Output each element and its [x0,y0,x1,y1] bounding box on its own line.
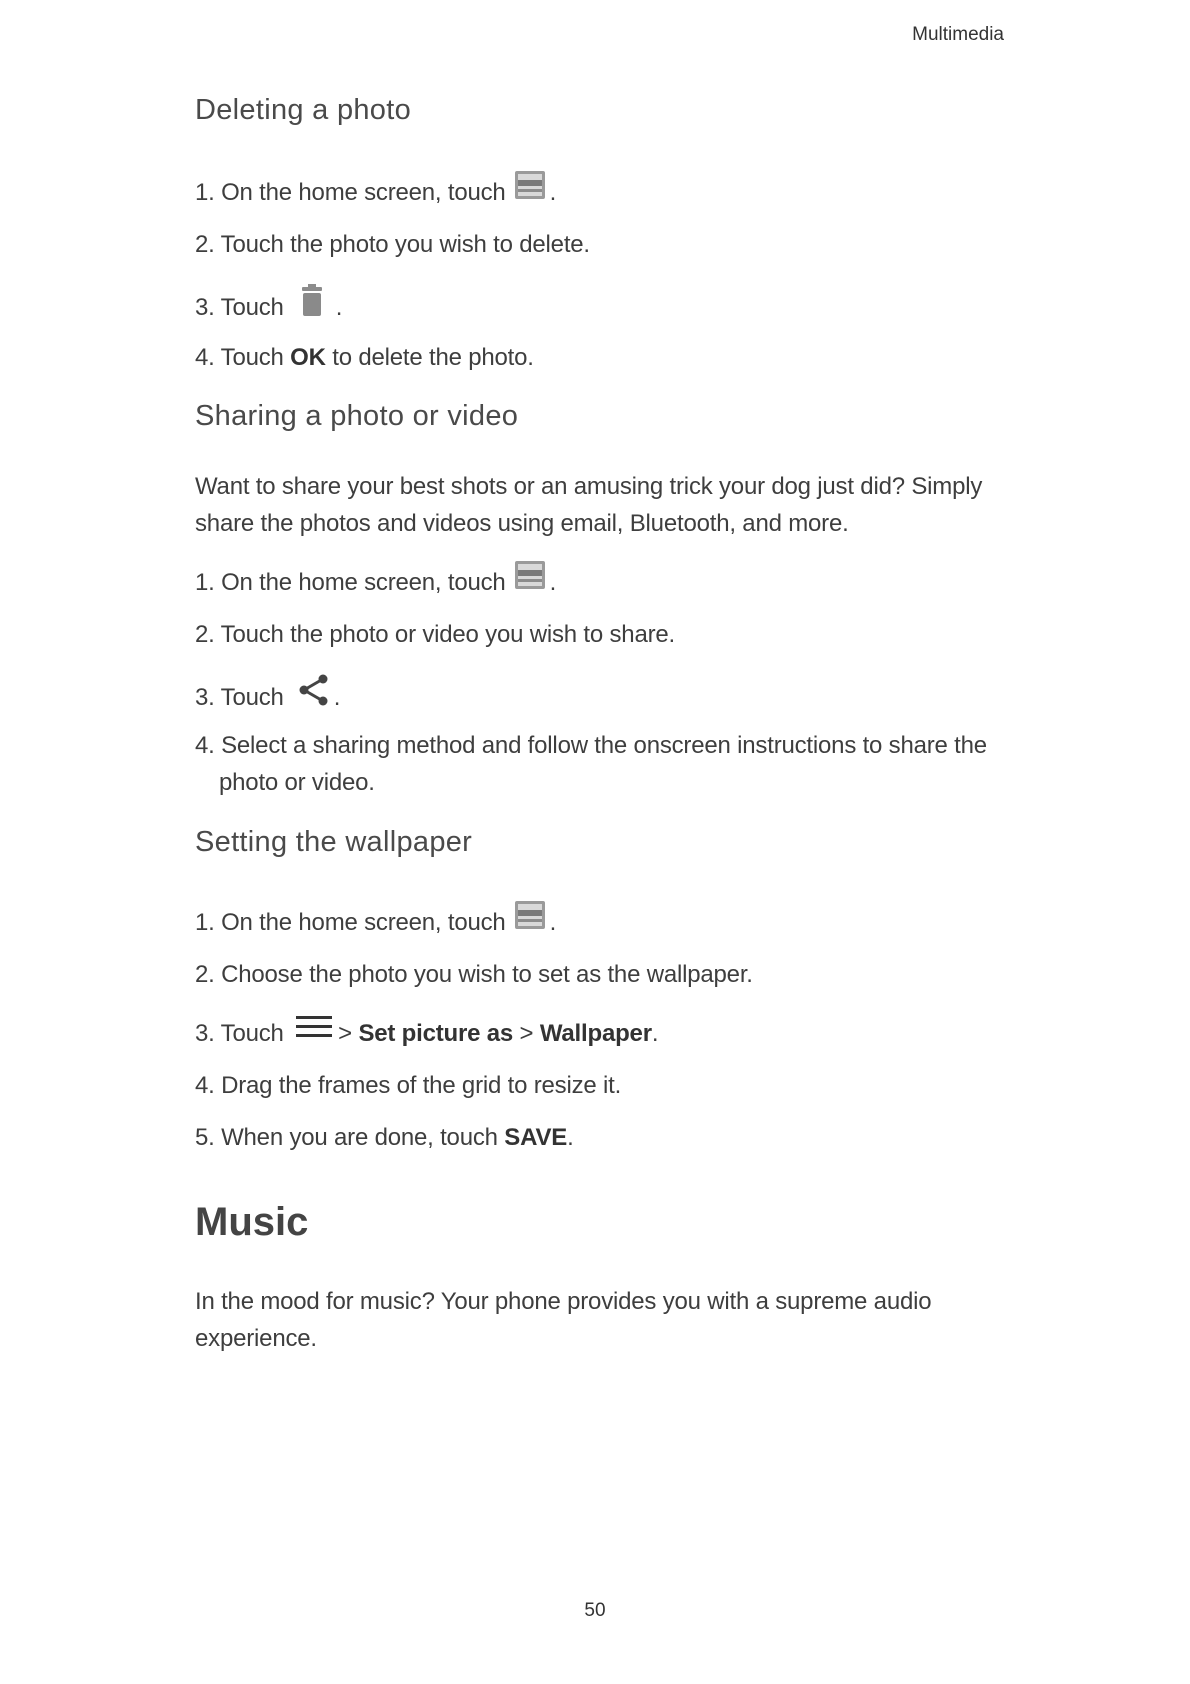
step-text: 1. On the home screen, touch [195,908,506,936]
period: . [651,1020,659,1047]
wallpaper-step-3 [195,1015,658,1053]
share-step-4-continued: photo or video. [219,769,375,796]
wallpaper-step-4: 4. Drag the frames of the grid to resize it. [195,1072,622,1099]
section-title-deleting: Deleting a photo [195,94,412,126]
step-text: 1. On the home screen, touch [195,568,506,596]
separator: > [331,1020,359,1047]
period: . [567,1124,574,1151]
delete-step-3 [195,286,342,331]
period: . [549,568,557,596]
delete-step-1 [195,173,556,214]
wallpaper-step-1 [195,903,556,944]
separator: > [513,1020,540,1047]
period: . [333,683,341,711]
running-head: Multimedia [912,24,1004,45]
share-step-2: 2. Touch the photo or video you wish to share. [195,621,675,648]
share-step-3 [195,676,340,721]
section-title-sharing: Sharing a photo or video [195,400,519,432]
step-text: 4. Touch [195,344,291,371]
step-text: 3. Touch [195,293,284,321]
save-label: SAVE [504,1124,568,1151]
step-text: to delete the photo. [325,344,534,371]
page-number: 50 [584,1600,606,1621]
step-text: 5. When you are done, touch [195,1124,505,1151]
menu-icon [296,1013,332,1050]
step-text: 3. Touch [195,683,284,711]
gallery-icon [514,560,546,601]
delete-step-2: 2. Touch the photo you wish to delete. [195,231,590,258]
period: . [335,293,343,321]
period: . [549,908,557,936]
step-text: 3. Touch [195,1020,284,1047]
music-intro: In the mood for music? Your phone provides you with a supreme audio experience. [195,1288,932,1352]
wallpaper-step-5 [195,1119,574,1156]
share-intro: Want to share your best shots or an amusing trick your dog just did? Simply share the photos and videos using email, Bluetooth, and more. [195,473,983,537]
set-picture-as-label: Set picture as [358,1020,514,1047]
share-icon [298,673,330,718]
gallery-icon [514,170,546,211]
wallpaper-label: Wallpaper [539,1020,652,1047]
period: . [549,178,557,206]
ok-label: OK [290,344,326,371]
delete-step-4 [195,339,534,376]
chapter-title-music: Music [195,1200,309,1244]
share-step-1 [195,563,556,604]
share-step-4: 4. Select a sharing method and follow the onscreen instructions to share the [195,732,987,759]
step-text: 1. On the home screen, touch [195,178,506,206]
wallpaper-step-2: 2. Choose the photo you wish to set as the wallpaper. [195,961,753,988]
section-title-wallpaper: Setting the wallpaper [195,826,473,858]
trash-icon [300,283,324,328]
gallery-icon [514,900,546,941]
